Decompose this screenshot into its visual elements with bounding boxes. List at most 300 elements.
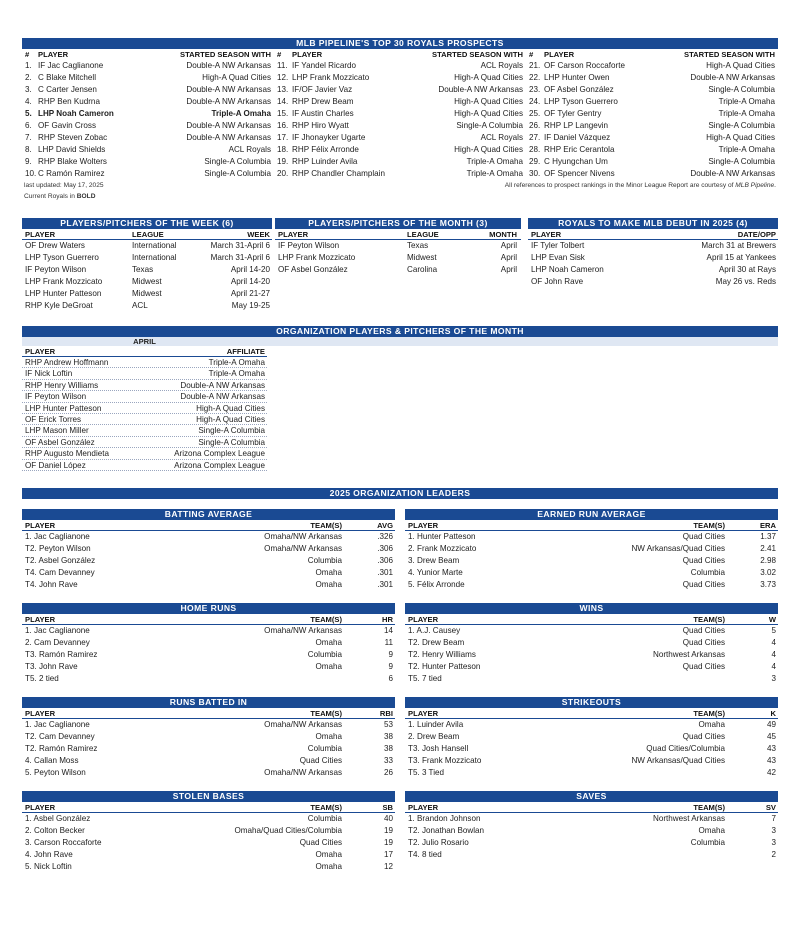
prospect-rank: 27.	[529, 133, 541, 142]
leader-table-batting-average	[22, 509, 395, 603]
week-player: IF Peyton Wilson	[25, 265, 87, 274]
prospect-row	[22, 60, 274, 72]
prospect-name: RHP Félix Arronde	[292, 145, 359, 154]
leader-row	[405, 837, 778, 849]
prospects-title: MLB PIPELINE'S TOP 30 ROYALS PROSPECTS	[22, 38, 778, 49]
week-header: PLAYER LEAGUE WEEK	[22, 229, 272, 240]
prospect-row	[22, 132, 274, 144]
prospect-team: Triple-A Omaha	[718, 109, 775, 118]
leader-player: 5. Nick Loftin	[25, 862, 72, 871]
week-row	[22, 264, 272, 276]
leader-team: Columbia	[690, 568, 725, 577]
prospect-name: LHP David Shields	[38, 145, 106, 154]
leader-player: 1. Asbel González	[25, 814, 91, 823]
org-affiliate: Arizona Complex League	[174, 460, 265, 470]
leader-stat-header: SB	[382, 803, 393, 812]
prospect-team: High-A Quad Cities	[454, 97, 523, 106]
leader-player: 1. Luinder Avila	[408, 720, 464, 729]
org-row	[22, 437, 267, 448]
prospect-rank: 15.	[277, 109, 289, 118]
prospect-rank: 29.	[529, 157, 541, 166]
leader-player: 2. Drew Beam	[408, 732, 460, 741]
leader-table-title: WINS	[405, 603, 778, 614]
prospect-name: C Blake Mitchell	[38, 73, 97, 82]
leaders-title: 2025 ORGANIZATION LEADERS	[22, 488, 778, 499]
leader-stat: 42	[766, 768, 776, 777]
leader-row	[22, 861, 395, 873]
leader-team: Omaha	[698, 826, 725, 835]
leader-team: Omaha	[315, 850, 342, 859]
leader-stat: 2.41	[760, 544, 776, 553]
prospect-row	[274, 108, 526, 120]
month-row	[275, 240, 521, 252]
leaders-section	[22, 488, 778, 499]
prospect-team: High-A Quad Cities	[202, 73, 271, 82]
month-month: April	[500, 253, 517, 262]
prospect-row	[22, 96, 274, 108]
leader-row	[22, 625, 395, 637]
prospect-row	[526, 132, 778, 144]
leader-team: Quad Cities	[682, 662, 725, 671]
leader-player: 1. Jac Caglianone	[25, 626, 90, 635]
leader-player-header: PLAYER	[408, 803, 439, 812]
prospect-team: Double-A NW Arkansas	[186, 133, 271, 142]
prospect-team: Triple-A Omaha	[718, 97, 775, 106]
prospect-row	[526, 120, 778, 132]
leader-player: T3. Josh Hansell	[408, 744, 469, 753]
prospect-column-header	[274, 49, 526, 60]
leader-stat-header: RBI	[379, 709, 393, 718]
week-dates: April 21-27	[230, 289, 270, 298]
leader-stat: 3	[771, 826, 776, 835]
leader-team: Columbia	[307, 814, 342, 823]
debut-player: LHP Noah Cameron	[531, 265, 604, 274]
prospect-team: ACL Royals	[480, 61, 523, 70]
prospect-row	[526, 168, 778, 180]
team-header: STARTED SEASON WITH	[684, 50, 775, 59]
prospect-rank: 8.	[25, 145, 32, 154]
debut-date: April 15 at Yankees	[706, 253, 776, 262]
prospect-rank: 30.	[529, 169, 541, 178]
prospect-rank: 9.	[25, 157, 32, 166]
week-league: Texas	[132, 265, 154, 274]
prospect-team: Triple-A Omaha	[718, 145, 775, 154]
org-section	[22, 326, 778, 471]
org-month-label: APRIL	[133, 337, 156, 346]
leader-table-saves	[405, 791, 778, 885]
leader-team: Quad Cities	[299, 838, 342, 847]
week-title: PLAYERS/PITCHERS OF THE WEEK (6)	[22, 218, 272, 229]
org-row	[22, 460, 267, 471]
leader-stat: 12	[383, 862, 393, 871]
prospect-column-header	[526, 49, 778, 60]
leader-table-title: STRIKEOUTS	[405, 697, 778, 708]
leader-player: 1. Jac Caglianone	[25, 720, 90, 729]
leader-table-title: STOLEN BASES	[22, 791, 395, 802]
leader-player: 1. A.J. Causey	[408, 626, 461, 635]
prospect-name: RHP LP Langevin	[544, 121, 609, 130]
leader-team: NW Arkansas/Quad Cities	[631, 544, 725, 553]
leader-player: 2. Frank Mozzicato	[408, 544, 477, 553]
leader-row	[22, 849, 395, 861]
leader-team-header: TEAM(S)	[310, 803, 342, 812]
leader-row	[22, 649, 395, 661]
leader-player: T2. Cam Devanney	[25, 732, 95, 741]
debut-date: March 31 at Brewers	[701, 241, 776, 250]
leader-team	[152, 673, 342, 685]
prospect-row	[526, 156, 778, 168]
month-month: April	[500, 265, 517, 274]
references-note: All references to prospect rankings in the Minor League Report are courtesy of MLB Pipeline.	[504, 182, 776, 189]
leader-player: 1. Jac Caglianone	[25, 532, 90, 541]
prospect-team: Double-A NW Arkansas	[186, 85, 271, 94]
leader-table-title: EARNED RUN AVERAGE	[405, 509, 778, 520]
leader-table-header	[405, 520, 778, 531]
debut-player: IF Tyler Tolbert	[531, 241, 585, 250]
leader-stat: 3	[771, 838, 776, 847]
org-affiliate: Double-A NW Arkansas	[180, 392, 265, 402]
month-player: LHP Frank Mozzicato	[278, 253, 356, 262]
leader-team	[535, 849, 725, 861]
prospect-column-header	[22, 49, 274, 60]
prospect-team: ACL Royals	[480, 133, 523, 142]
leader-team: Omaha	[315, 638, 342, 647]
leader-row	[405, 555, 778, 567]
prospect-name: IF/OF Javier Vaz	[292, 85, 353, 94]
week-row	[22, 240, 272, 252]
prospect-rank: 10.	[25, 169, 37, 178]
leader-table-stolen-bases	[22, 791, 395, 885]
leader-team: Northwest Arkansas	[653, 814, 725, 823]
leader-player: T3. Ramón Ramirez	[25, 650, 98, 659]
leader-stat: 3.02	[760, 568, 776, 577]
week-dates: March 31-April 6	[210, 253, 270, 262]
leader-row	[405, 543, 778, 555]
week-league: International	[132, 241, 177, 250]
prospect-name: IF Austin Charles	[292, 109, 354, 118]
leader-team: Omaha/NW Arkansas	[264, 532, 342, 541]
week-row	[22, 252, 272, 264]
leader-stat: 43	[766, 744, 776, 753]
org-row	[22, 448, 267, 459]
leader-row	[22, 825, 395, 837]
month-title: PLAYERS/PITCHERS OF THE MONTH (3)	[275, 218, 521, 229]
leader-team: Columbia	[307, 650, 342, 659]
prospect-row	[22, 156, 274, 168]
leader-team: Omaha/NW Arkansas	[264, 544, 342, 553]
leader-player: T3. John Rave	[25, 662, 78, 671]
leader-stat-header: HR	[382, 615, 393, 624]
leader-row	[22, 837, 395, 849]
debut-header: PLAYER DATE/OPP	[528, 229, 778, 240]
leader-stat-header: W	[768, 615, 776, 624]
prospect-team: Single-A Columbia	[204, 169, 271, 178]
debut-row	[528, 276, 778, 288]
org-row	[22, 368, 267, 379]
leader-stat-header: ERA	[759, 521, 776, 530]
prospect-rank: 26.	[529, 121, 541, 130]
leader-team: Omaha	[315, 580, 342, 589]
leader-team: Quad Cities	[682, 556, 725, 565]
prospect-name: RHP Blake Wolters	[38, 157, 107, 166]
leader-player-header: PLAYER	[408, 709, 439, 718]
month-rows	[275, 240, 521, 276]
leader-team	[535, 673, 725, 685]
leader-team-header: TEAM(S)	[310, 615, 342, 624]
month-league: Midwest	[407, 253, 437, 262]
leader-stat: 43	[766, 756, 776, 765]
prospect-team: High-A Quad Cities	[706, 133, 775, 142]
org-title: ORGANIZATION PLAYERS & PITCHERS OF THE MONTH	[22, 326, 778, 337]
leader-stat: 19	[383, 826, 393, 835]
leader-player-header: PLAYER	[25, 803, 56, 812]
leader-stat: 2.98	[760, 556, 776, 565]
leader-team	[535, 767, 725, 779]
prospect-team: Single-A Columbia	[708, 85, 775, 94]
prospect-rank: 18.	[277, 145, 289, 154]
leader-row	[22, 555, 395, 567]
leader-team-header: TEAM(S)	[693, 521, 725, 530]
leader-player: T2. Hunter Patteson	[408, 662, 481, 671]
leader-stat: 38	[383, 732, 393, 741]
org-player: RHP Augusto Mendieta	[25, 449, 109, 459]
prospect-team: Triple-A Omaha	[466, 169, 523, 178]
prospect-team: Double-A NW Arkansas	[690, 169, 775, 178]
prospect-name: LHP Noah Cameron	[38, 109, 114, 118]
player-header: PLAYER	[544, 50, 575, 59]
prospect-name: OF Asbel González	[544, 85, 614, 94]
month-league: Texas	[407, 241, 429, 250]
week-league: Midwest	[132, 289, 162, 298]
leader-player-header: PLAYER	[408, 615, 439, 624]
prospect-rank: 7.	[25, 133, 32, 142]
prospect-row	[526, 108, 778, 120]
debut-player: LHP Evan Sisk	[531, 253, 585, 262]
org-affiliate: Triple-A Omaha	[208, 369, 265, 379]
org-row	[22, 403, 267, 414]
org-player: OF Daniel López	[25, 460, 86, 470]
leader-team-header: TEAM(S)	[310, 709, 342, 718]
leader-player-header: PLAYER	[25, 521, 56, 530]
prospect-rank: 16.	[277, 121, 289, 130]
org-row	[22, 380, 267, 391]
leader-stat: .301	[377, 568, 393, 577]
prospect-row	[526, 84, 778, 96]
leaders-left-column	[22, 509, 395, 885]
leader-row	[405, 625, 778, 637]
prospects-section	[22, 38, 778, 205]
prospect-rank: 1.	[25, 61, 32, 70]
leader-table-header	[22, 520, 395, 531]
leader-table-strikeouts	[405, 697, 778, 791]
prospect-rank: 19.	[277, 157, 289, 166]
org-affiliate: Single-A Columbia	[198, 437, 265, 447]
player-header: PLAYER	[292, 50, 323, 59]
prospect-row	[22, 108, 274, 120]
prospect-row	[274, 60, 526, 72]
prospect-name: LHP Hunter Owen	[544, 73, 610, 82]
week-row	[22, 276, 272, 288]
leader-row	[405, 637, 778, 649]
leader-stat: .306	[377, 544, 393, 553]
prospect-rank: 4.	[25, 97, 32, 106]
leader-team: Columbia	[307, 744, 342, 753]
prospect-name: IF Jac Caglianone	[38, 61, 104, 70]
leader-stat: 33	[383, 756, 393, 765]
leader-player: T4. John Rave	[25, 580, 78, 589]
prospect-name: OF Carson Roccaforte	[544, 61, 625, 70]
leader-player: 5. Peyton Wilson	[25, 768, 86, 777]
leader-player: 4. Callan Moss	[25, 756, 79, 765]
week-league: Midwest	[132, 277, 162, 286]
debut-row	[528, 252, 778, 264]
leader-row	[22, 719, 395, 731]
leader-row	[22, 637, 395, 649]
leader-team: Northwest Arkansas	[653, 650, 725, 659]
org-player: IF Peyton Wilson	[25, 392, 87, 402]
team-header: STARTED SEASON WITH	[432, 50, 523, 59]
leader-table-title: BATTING AVERAGE	[22, 509, 395, 520]
org-affiliate: Triple-A Omaha	[208, 358, 265, 367]
leader-stat: .301	[377, 580, 393, 589]
leader-row	[22, 743, 395, 755]
prospect-name: RHP Ben Kudrna	[38, 97, 100, 106]
prospects-columns	[22, 49, 778, 180]
prospect-rank: 2.	[25, 73, 32, 82]
rank-header: #	[25, 50, 30, 59]
leader-player: 4. John Rave	[25, 850, 73, 859]
org-player: OF Erick Torres	[25, 414, 82, 424]
leader-team: Omaha	[315, 662, 342, 671]
leader-stat: 38	[383, 744, 393, 753]
prospect-name: C Hyungchan Um	[544, 157, 608, 166]
leader-team: Omaha/Quad Cities/Columbia	[234, 826, 342, 835]
prospect-name: C Carter Jensen	[38, 85, 97, 94]
last-updated: last updated: May 17, 2025	[24, 182, 104, 189]
leader-row	[22, 767, 395, 779]
leader-row	[405, 719, 778, 731]
prospect-team: Double-A NW Arkansas	[186, 121, 271, 130]
leader-team: Quad Cities/Columbia	[646, 744, 725, 753]
debut-row	[528, 264, 778, 276]
prospect-row	[22, 72, 274, 84]
prospect-rank: 17.	[277, 133, 289, 142]
leader-team: Quad Cities	[682, 532, 725, 541]
leader-team: Omaha/NW Arkansas	[264, 626, 342, 635]
prospect-rank: 23.	[529, 85, 541, 94]
prospect-name: RHP Luinder Avila	[292, 157, 358, 166]
leader-row	[405, 767, 778, 779]
prospect-team: Single-A Columbia	[456, 121, 523, 130]
week-dates: April 14-20	[230, 265, 270, 274]
prospect-row	[22, 120, 274, 132]
week-player: RHP Kyle DeGroat	[25, 301, 93, 310]
leader-stat: 11	[384, 638, 393, 647]
prospect-rank: 24.	[529, 97, 541, 106]
rank-header: #	[277, 50, 282, 59]
prospect-name: RHP Drew Beam	[292, 97, 354, 106]
prospect-name: IF Yandel Ricardo	[292, 61, 357, 70]
prospect-row	[274, 96, 526, 108]
prospect-row	[274, 72, 526, 84]
rank-header: #	[529, 50, 534, 59]
prospect-row	[22, 144, 274, 156]
prospect-row	[274, 144, 526, 156]
prospect-team: Single-A Columbia	[708, 121, 775, 130]
leader-table-header	[22, 708, 395, 719]
leader-stat: 53	[383, 720, 393, 729]
leader-player: 3. Drew Beam	[408, 556, 460, 565]
prospect-row	[526, 60, 778, 72]
leader-row	[405, 755, 778, 767]
leader-player: T2. Ramón Ramirez	[25, 744, 98, 753]
prospect-rank: 25.	[529, 109, 541, 118]
prospect-rank: 20.	[277, 169, 289, 178]
leader-team: Omaha/NW Arkansas	[264, 768, 342, 777]
leader-stat: 3.73	[760, 580, 776, 589]
leader-player-header: PLAYER	[25, 709, 56, 718]
leader-table-header	[22, 802, 395, 813]
leader-player: 1. Hunter Patteson	[408, 532, 476, 541]
leader-player: T2. Peyton Wilson	[25, 544, 91, 553]
leader-stat: 17	[383, 850, 393, 859]
debut-section	[528, 218, 778, 288]
org-affiliate: High-A Quad Cities	[196, 403, 265, 413]
prospect-team: High-A Quad Cities	[454, 109, 523, 118]
month-league: Carolina	[407, 265, 438, 274]
prospect-column	[526, 49, 778, 180]
leader-table-wins	[405, 603, 778, 697]
debut-rows	[528, 240, 778, 288]
leader-player: T5. 3 Tied	[408, 768, 444, 777]
org-rows	[22, 357, 267, 471]
leader-row	[405, 849, 778, 861]
prospect-name: RHP Hiro Wyatt	[292, 121, 349, 130]
prospect-rank: 13.	[277, 85, 289, 94]
week-section	[22, 218, 272, 312]
leader-stat: 9	[388, 662, 393, 671]
leader-stat: 26	[383, 768, 393, 777]
leader-player: 5. Félix Arronde	[408, 580, 465, 589]
prospect-name: LHP Tyson Guerrero	[544, 97, 618, 106]
prospect-team: High-A Quad Cities	[706, 61, 775, 70]
leader-team-header: TEAM(S)	[310, 521, 342, 530]
org-player: RHP Henry Williams	[25, 380, 99, 390]
leader-row	[22, 661, 395, 673]
leader-stat: 6	[388, 674, 393, 683]
week-dates: May 19-25	[231, 301, 270, 310]
org-header: PLAYER AFFILIATE	[22, 346, 267, 357]
week-league: International	[132, 253, 177, 262]
leader-player: 3. Carson Roccaforte	[25, 838, 102, 847]
leader-row	[22, 579, 395, 591]
week-row	[22, 288, 272, 300]
leader-stat: 4	[771, 662, 776, 671]
org-affiliate: Arizona Complex League	[174, 449, 265, 459]
leader-table-header	[405, 708, 778, 719]
leader-row	[405, 567, 778, 579]
prospect-name: RHP Eric Cerantola	[544, 145, 615, 154]
prospect-team: High-A Quad Cities	[454, 145, 523, 154]
prospect-rank: 6.	[25, 121, 32, 130]
month-section	[275, 218, 521, 276]
leader-team: Omaha	[315, 568, 342, 577]
leader-stat: 9	[388, 650, 393, 659]
leader-row	[22, 567, 395, 579]
leader-row	[405, 731, 778, 743]
debut-row	[528, 240, 778, 252]
leader-table-header	[405, 802, 778, 813]
